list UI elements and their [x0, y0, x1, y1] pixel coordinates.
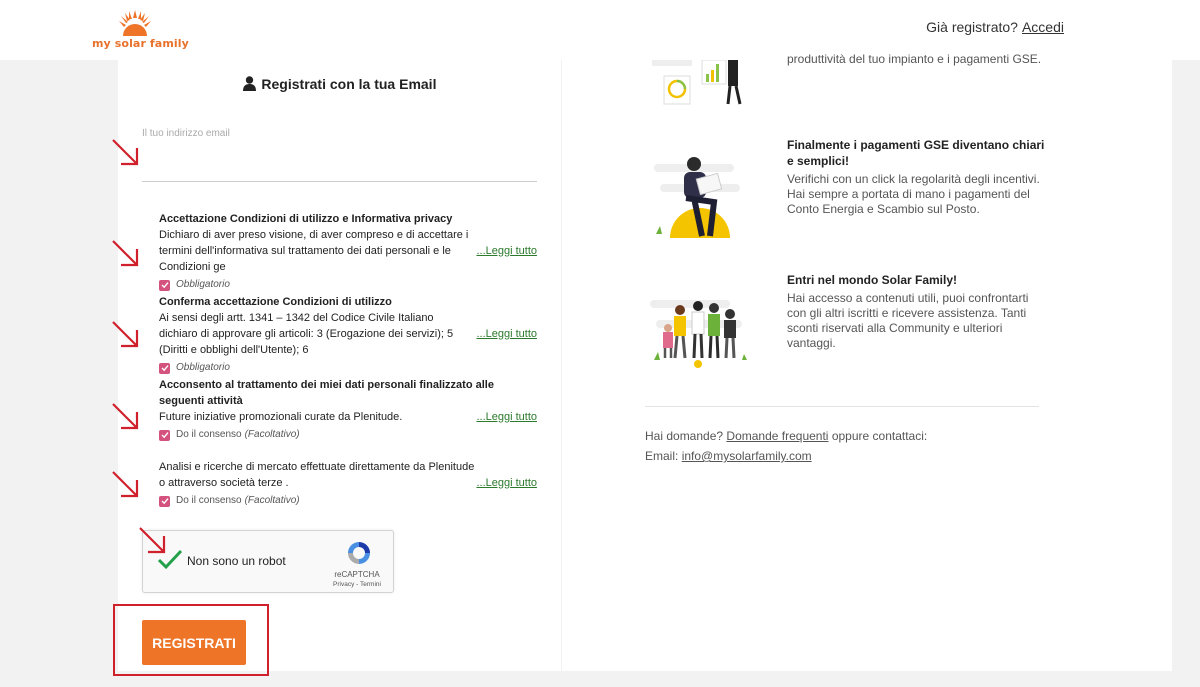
form-title-text: Registrati con la tua Email	[261, 76, 437, 92]
read-more-link[interactable]: ...Leggi tutto	[476, 411, 537, 423]
contact-info	[645, 426, 927, 466]
faq-link[interactable]: Domande frequenti	[726, 429, 829, 443]
checkbox-checked[interactable]	[159, 496, 170, 507]
recaptcha-brand	[331, 570, 383, 590]
check-icon	[161, 364, 169, 372]
consent-title: Acconsento al trattamento dei miei dati personali finalizzato alle seguenti attività	[159, 379, 494, 407]
recaptcha-widget[interactable]	[142, 530, 394, 593]
recaptcha-logo-icon	[345, 539, 373, 567]
consent-title: Conferma accettazione Condizioni di utilizzo	[159, 296, 392, 308]
consent-checkbox-row[interactable]	[159, 277, 537, 293]
consent-text: Dichiaro di aver preso visione, di aver compreso e di accettare i termini dell'informativa sul trattamento dei dati personali e le Condizioni ge	[159, 229, 469, 273]
feature-text: Verifichi con un click la regolarità degli incentivi. Hai sempre a portata di mano i pagamenti del Conto Energia e Scambio sul Posto.	[787, 172, 1040, 216]
email-input[interactable]	[142, 144, 537, 182]
check-icon	[161, 431, 169, 439]
checkbox-label: Obbligatorio	[176, 279, 230, 290]
annotation-arrow-icon	[110, 137, 142, 169]
feature-text: produttività del tuo impianto e i pagamenti GSE.	[787, 52, 1042, 66]
divider	[645, 406, 1039, 407]
annotation-arrow-icon	[110, 401, 142, 433]
checkbox-label: Do il consenso	[176, 495, 242, 506]
recaptcha-label: Non sono un robot	[187, 554, 286, 568]
checkbox-checked[interactable]	[159, 430, 170, 441]
consent-title: Accettazione Condizioni di utilizzo e Informativa privacy	[159, 213, 453, 225]
logo-text: my solar family	[92, 37, 189, 50]
read-more-link[interactable]: ...Leggi tutto	[476, 477, 537, 489]
register-button[interactable]: REGISTRATI	[142, 620, 246, 665]
read-more-link[interactable]: ...Leggi tutto	[476, 245, 537, 257]
user-icon	[243, 76, 256, 91]
benefits-panel	[562, 52, 1172, 671]
check-icon	[161, 281, 169, 289]
consent-market-research	[159, 459, 537, 509]
feature-title: Finalmente i pagamenti GSE diventano chiari e semplici!	[787, 138, 1045, 168]
consent-text: Future iniziative promozionali curate da Plenitude.	[159, 411, 403, 423]
email-prefix: Email:	[645, 449, 679, 463]
feature-text: Hai accesso a contenuti utili, puoi confrontarti con gli altri iscritti e ricevere assistenza. Tanti sconti riservati alla Community e ulteriori vantaggi.	[787, 291, 1029, 350]
consent-text: Ai sensi degli artt. 1341 – 1342 del Codice Civile Italiano dichiaro di approvare gli articoli: 3 (Erogazione dei servizi); 5 (Diritti e obblighi dell'Utente); 6	[159, 312, 454, 356]
dashboard-illustration-icon	[648, 60, 748, 110]
logo[interactable]	[92, 10, 189, 52]
consent-marketing	[159, 377, 537, 443]
form-title	[118, 76, 561, 92]
login-link[interactable]: Accedi	[1021, 19, 1064, 35]
annotation-arrow-icon	[110, 238, 142, 270]
consent-text: Analisi e ricerche di mercato effettuate direttamente da Plenitude o attraverso società terze .	[159, 461, 475, 489]
read-more-link[interactable]: ...Leggi tutto	[476, 328, 537, 340]
checkbox-label: Do il consenso	[176, 429, 242, 440]
reading-person-illustration-icon	[654, 154, 748, 238]
feature-title: Entri nel mondo Solar Family!	[787, 273, 958, 287]
check-icon	[161, 497, 169, 505]
email-link[interactable]: info@mysolarfamily.com	[681, 449, 812, 463]
email-label: Il tuo indirizzo email	[142, 128, 230, 139]
recaptcha-brand-text: reCAPTCHA	[334, 570, 380, 579]
community-illustration-icon	[650, 294, 750, 368]
contact-or: oppure contattaci:	[831, 429, 928, 443]
contact-line-1	[645, 426, 927, 446]
annotation-arrow-icon	[110, 319, 142, 351]
consent-checkbox-row[interactable]	[159, 427, 537, 443]
checkbox-label: Obbligatorio	[176, 362, 230, 373]
checkbox-checked[interactable]	[159, 280, 170, 291]
login-prompt	[926, 19, 1064, 35]
contact-line-2	[645, 446, 927, 466]
sun-logo-icon	[118, 10, 152, 36]
login-prompt-text: Già registrato?	[926, 19, 1018, 35]
consent-checkbox-row[interactable]	[159, 360, 537, 376]
contact-question: Hai domande?	[645, 429, 724, 443]
annotation-arrow-icon	[110, 469, 142, 501]
checkbox-note: (Facoltativo)	[244, 495, 300, 506]
checkbox-note: (Facoltativo)	[244, 429, 300, 440]
annotation-arrow-icon	[137, 525, 169, 557]
consent-checkbox-row[interactable]	[159, 493, 537, 509]
consent-terms-privacy	[159, 211, 537, 293]
registration-card	[118, 60, 561, 671]
top-header	[0, 0, 1200, 60]
checkbox-checked[interactable]	[159, 363, 170, 374]
consent-terms-confirm	[159, 294, 537, 376]
recaptcha-links[interactable]: Privacy - Termini	[333, 581, 381, 588]
